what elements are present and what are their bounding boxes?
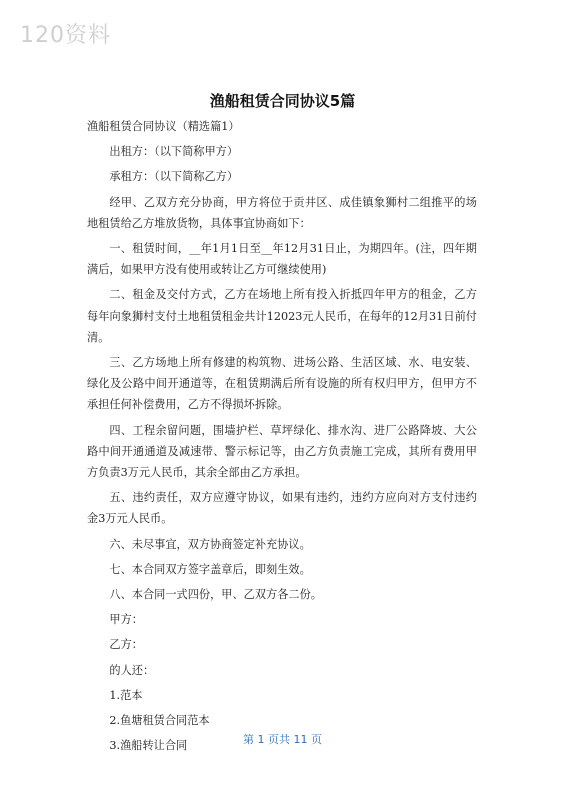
document-body xyxy=(87,116,477,760)
clause-1: 一、租赁时间，__年1月1日至__年12月31日止，为期四年。(注，四年期满后，如果甲方没有使用或转让乙方可继续使用) xyxy=(87,242,477,277)
clause-4: 四、工程余留问题，围墙护栏、草坪绿化、排水沟、进厂公路降坡、大公路中间开通通道及减速带、警示标记等，由乙方负责施工完成，其所有费用甲方负责3万元人民币，其余全部由乙方承担。 xyxy=(87,423,477,480)
related-item: 2.鱼塘租赁合同范本 xyxy=(109,714,210,728)
lessee-line: 承租方：（以下简称乙方） xyxy=(109,170,239,184)
section-heading: 渔船租赁合同协议（精选篇1） xyxy=(87,120,240,133)
clause-6: 六、未尽事宜，双方协商签定补充协议。 xyxy=(109,537,311,551)
party-a-signature: 甲方： xyxy=(109,613,143,627)
clause-2: 二、租金及交付方式，乙方在场地上所有投入折抵四年甲方的租金，乙方每年向象狮村支付土地租赁租金共计12023元人民币，在每年的12月31日前付清。 xyxy=(87,288,477,344)
document-title: 渔船租赁合同协议5篇 xyxy=(209,92,356,110)
clause-8: 八、本合同一式四份，甲、乙双方各二份。 xyxy=(109,588,322,602)
related-item: 3.渔船转让合同 xyxy=(109,739,188,753)
party-b-signature: 乙方： xyxy=(109,638,143,652)
page-number: 第 1 页共 11 页 xyxy=(243,733,322,746)
lessor-line: 出租方：（以下简称甲方） xyxy=(109,145,239,159)
clause-3: 三、乙方场地上所有修建的构筑物、进场公路、生活区域、水、电安装、绿化及公路中间开通道等，在租赁期满后所有设施的所有权归甲方，但甲方不承担任何补偿费用，乙方不得损坏拆除。 xyxy=(87,356,477,412)
related-item: 1.范本 xyxy=(109,688,143,702)
clause-5: 五、违约责任，双方应遵守协议，如果有违约，违约方应向对方支付违约金3万元人民币。 xyxy=(87,491,477,526)
intro-paragraph: 经甲、乙双方充分协商，甲方将位于贡井区、成佳镇象狮村二组推平的场地租赁给乙方堆放货物，具体事宜协商如下： xyxy=(87,195,477,230)
related-heading: 的人还： xyxy=(109,663,155,677)
watermark-logo: 120资料 xyxy=(20,23,111,48)
clause-7: 七、本合同双方签字盖章后，即刻生效。 xyxy=(109,562,311,576)
